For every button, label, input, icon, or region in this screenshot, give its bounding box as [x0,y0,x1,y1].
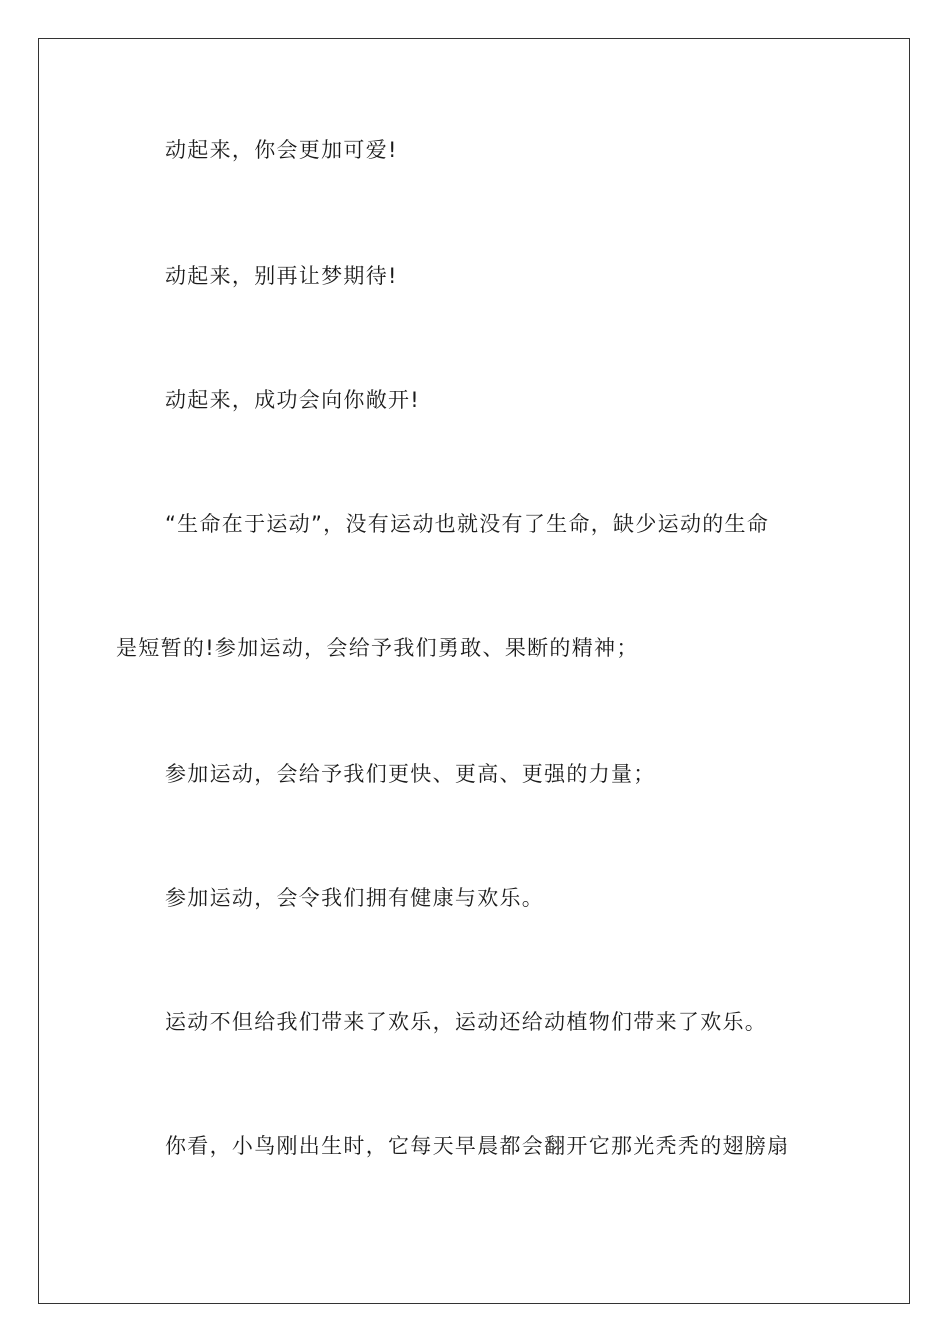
text-line-8: 运动不但给我们带来了欢乐，运动还给动植物们带来了欢乐。 [165,1010,768,1034]
page-border [38,38,910,1304]
text-line-9: 你看，小鸟刚出生时，它每天早晨都会翻开它那光秃秃的翅膀扇 [165,1134,790,1158]
text-line-1: 动起来，你会更加可爱! [165,138,398,162]
text-line-2: 动起来，别再让梦期待! [165,264,398,288]
text-line-7: 参加运动，会令我们拥有健康与欢乐。 [165,886,545,910]
text-line-6: 参加运动，会给予我们更快、更高、更强的力量； [165,762,656,786]
text-line-5: 是短暂的!参加运动，会给予我们勇敢、果断的精神； [116,636,639,660]
text-line-4: “生命在于运动”，没有运动也就没有了生命，缺少运动的生命 [165,512,770,536]
text-line-3: 动起来，成功会向你敞开! [165,388,421,412]
